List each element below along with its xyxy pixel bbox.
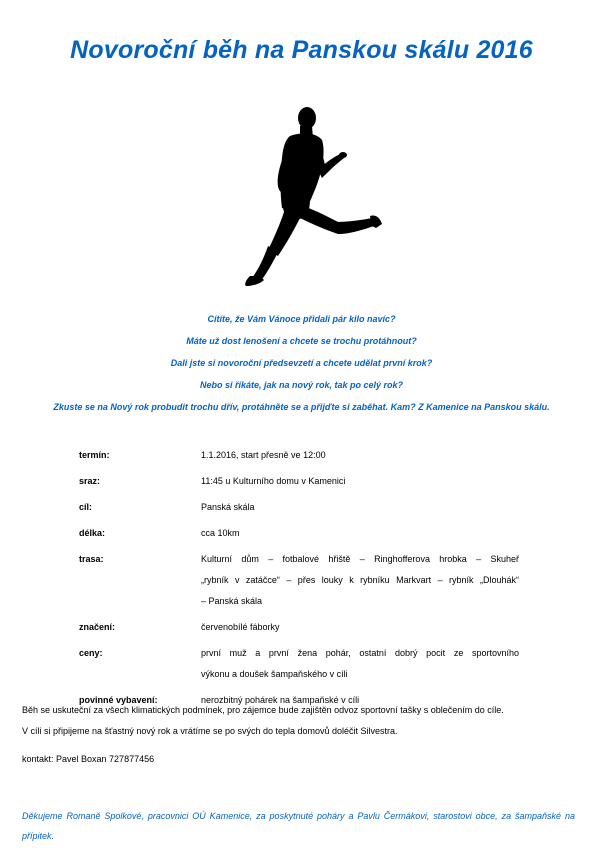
detail-label: povinné vybavení: (79, 695, 158, 705)
ceny-line-2: výkonu a doušek šampaňského v cíli (201, 669, 348, 679)
detail-value (201, 643, 519, 685)
detail-value: 11:45 u Kulturního domu v Kamenici (201, 476, 346, 486)
detail-value: Panská skála (201, 502, 255, 512)
detail-row-delka (79, 527, 529, 544)
detail-label: značení: (79, 622, 116, 632)
intro-block (0, 312, 603, 422)
detail-value (201, 549, 519, 612)
detail-label: délka: (79, 528, 106, 538)
detail-label: termín: (79, 450, 110, 460)
detail-label: sraz: (79, 476, 101, 486)
intro-line: Máte už dost lenošení a chcete se trochu protáhnout? (186, 336, 417, 346)
detail-value: cca 10km (201, 528, 240, 538)
detail-row-sraz (79, 475, 529, 492)
detail-row-ceny (79, 647, 529, 685)
footer-line-2: V cíli si připijeme na šťastný nový rok a vrátíme se po svých do tepla domovů doléčit Silvestra. (22, 726, 398, 736)
detail-label: trasa: (79, 554, 104, 564)
detail-label: ceny: (79, 648, 103, 658)
detail-value: nerozbitný pohárek na šampaňské v cíli (201, 695, 360, 705)
event-details (79, 449, 529, 720)
detail-row-trasa (79, 553, 529, 612)
intro-line: Nebo si říkáte, jak na nový rok, tak po celý rok? (199, 380, 404, 390)
intro-line: Zkuste se na Nový rok probudit trochu dřív, protáhněte se a přijďte si zaběhat. Kam? Z Kamenice na Panskou skálu. (53, 402, 550, 412)
trasa-line-3: – Panská skála (201, 596, 263, 606)
trasa-line-2: „rybník v zatáčce“ – přes louky k rybníku Markvart – rybník „Dlouhák“ (201, 575, 519, 585)
thanks-text: Děkujeme Romaně Spolkové, pracovnici OÚ Kamenice, za poskytnuté poháry a Pavlu Čermákovi, starostovi obce, za šampaňské na přípitek. (22, 811, 575, 841)
footer-line-1: Běh se uskuteční za všech klimatických podmínek, pro zájemce bude zajištěn odvoz sportovní tašky s oblečením do cíle. (22, 705, 504, 715)
detail-row-cil (79, 501, 529, 518)
ceny-line-1: první muž a první žena pohár, ostatní dobrý pocit ze sportovního (201, 648, 519, 658)
contact-text: kontakt: Pavel Boxan 727877456 (22, 754, 155, 764)
page-title: Novoroční běh na Panskou skálu 2016 (70, 36, 533, 64)
trasa-line-1: Kulturní dům – fotbalové hřiště – Ringhofferova hrobka – Skuheř (201, 554, 519, 564)
detail-value: 1.1.2016, start přesně ve 12:00 (201, 450, 326, 460)
intro-line: Dali jste si novoroční předsevzetí a chcete udělat první krok? (170, 358, 433, 368)
intro-line: Cítíte, že Vám Vánoce přidali pár kilo navíc? (207, 314, 396, 324)
detail-row-termin (79, 449, 529, 466)
detail-row-znaceni (79, 621, 529, 638)
detail-label: cíl: (79, 502, 93, 512)
runner-silhouette-icon (230, 96, 390, 292)
detail-value: červenobílé fáborky (201, 622, 280, 632)
